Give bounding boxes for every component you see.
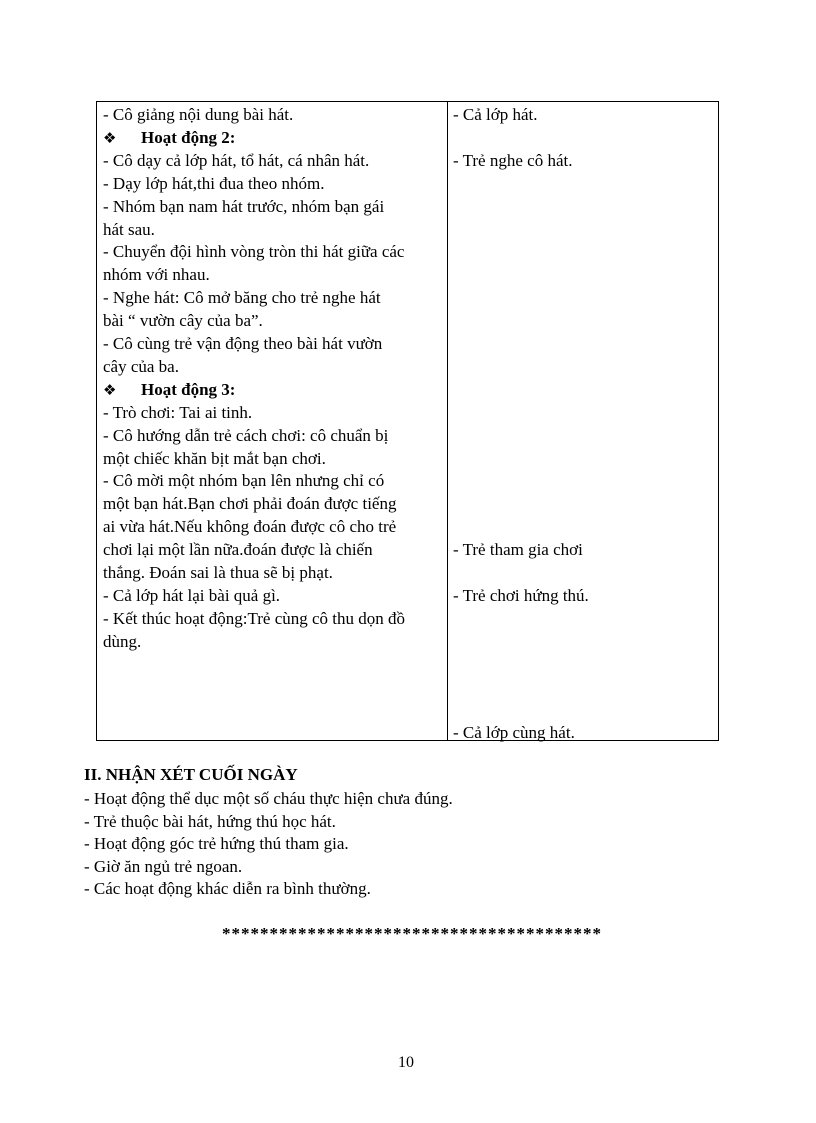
separator-stars: **************************************** (222, 924, 602, 943)
activity-line: một bạn hát.Bạn chơi phải đoán được tiếng (103, 494, 397, 514)
activity-heading (103, 127, 235, 149)
review-line: - Các hoạt động khác diễn ra bình thường. (84, 879, 371, 898)
diamond-bullet-icon: ❖ (103, 380, 117, 399)
activity-line: ai vừa hát.Nếu không đoán được cô cho trẻ (103, 517, 397, 537)
review-line: - Trẻ thuộc bài hát, hứng thú học hát. (84, 811, 336, 831)
activity-line: - Cô giảng nội dung bài hát. (103, 105, 294, 124)
activity-line: - Dạy lớp hát,thi đua theo nhóm. (103, 173, 325, 193)
activity-line: - Kết thúc hoạt động:Trẻ cùng cô thu dọn đồ (103, 608, 406, 628)
activity-line: - Cô mời một nhóm bạn lên nhưng chỉ có (103, 471, 385, 491)
activity-line: - Chuyển đội hình vòng tròn thi hát giữa các (103, 242, 405, 262)
activity-line: - Cô dạy cả lớp hát, tổ hát, cá nhân hát. (103, 150, 370, 170)
activity-line: nhóm với nhau. (103, 265, 210, 285)
activity-line: chơi lại một lần nữa.đoán được là chiến (103, 540, 373, 560)
child-activity-line: - Cả lớp hát. (453, 105, 538, 124)
section-title: II. NHẬN XÉT CUỐI NGÀY (84, 765, 298, 784)
review-line: - Giờ ăn ngủ trẻ ngoan. (84, 856, 243, 876)
child-activity-line: - Trẻ nghe cô hát. (453, 150, 573, 170)
activity-line: một chiếc khăn bịt mắt bạn chơi. (103, 448, 326, 468)
activity-line: - Nghe hát: Cô mở băng cho trẻ nghe hát (103, 288, 381, 308)
end-of-day-review (84, 764, 453, 901)
activity-line: - Cô hướng dẫn trẻ cách chơi: cô chuẩn bị (103, 425, 389, 445)
activity-line: - Nhóm bạn nam hát trước, nhóm bạn gái (103, 196, 385, 216)
review-line: - Hoạt động góc trẻ hứng thú tham gia. (84, 834, 349, 853)
heading-text: Hoạt động 2: (141, 127, 236, 147)
activity-line: - Trò chơi: Tai ai tinh. (103, 402, 253, 422)
child-activity-line: - Cả lớp cùng hát. (453, 723, 575, 743)
child-activity-line: - Trẻ tham gia chơi (453, 540, 583, 560)
column-divider (447, 102, 448, 740)
activity-line: thắng. Đoán sai là thua sẽ bị phạt. (103, 563, 333, 582)
activity-table (96, 101, 719, 741)
heading-text: Hoạt động 3: (141, 379, 236, 399)
activity-line: - Cô cùng trẻ vận động theo bài hát vườn (103, 334, 383, 353)
diamond-bullet-icon: ❖ (103, 128, 117, 147)
activity-line: dùng. (103, 631, 142, 651)
activity-line: bài “ vườn cây của ba”. (103, 311, 263, 331)
activity-heading (103, 379, 235, 401)
page-number: 10 (398, 1054, 414, 1071)
child-activity-line: - Trẻ chơi hứng thú. (453, 585, 589, 605)
review-line: - Hoạt động thể dục một số cháu thực hiện chưa đúng. (84, 789, 453, 808)
activity-line: hát sau. (103, 219, 155, 239)
activity-line: - Cả lớp hát lại bài quả gì. (103, 585, 281, 605)
activity-line: cây của ba. (103, 356, 179, 376)
